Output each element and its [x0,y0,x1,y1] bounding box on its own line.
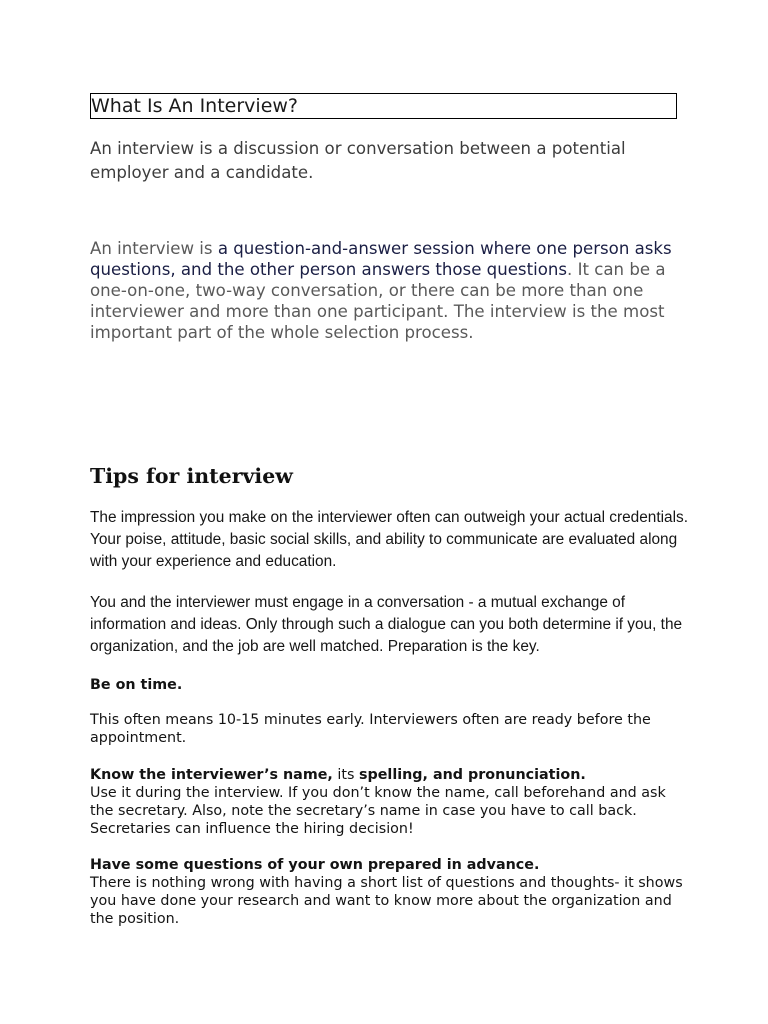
know-name-mid: its [332,767,359,783]
questions-heading: Have some questions of your own prepared in advance. [90,857,540,873]
tips-paragraph-2: You and the interviewer must engage in a conversation - a mutual exchange of information and ideas. Only through such a dialogue can you both determine if you, the organization, and the job are well matched. Preparation is the key. [90,594,683,655]
definition-rest: . It can be a one-on-one, two-way conversation, or there can be more than one interviewer and more than one participant. The interview is the most important part of the whole selection process. [90,260,666,342]
know-name-bold-2: spelling, and pronunciation. [358,767,586,783]
title-box [90,93,677,119]
intro-paragraph: An interview is a discussion or conversation between a potential employer and a candidate. [90,139,626,182]
tips-heading: Tips for interview [90,464,293,488]
know-name-heading [90,766,690,784]
on-time-text: This often means 10-15 minutes early. Interviewers often are ready before the appointment. [90,712,651,747]
definition-lead: An interview is [90,239,218,258]
know-name-bold-1: Know the interviewer’s name, [90,767,333,783]
page-title: What Is An Interview? [91,95,299,117]
tips-paragraph-1: The impression you make on the interviewer often can outweigh your actual credentials. Your poise, attitude, basic social skills, and ability to communicate are evaluated along with your experience and education. [90,509,688,570]
know-name-text: Use it during the interview. If you don’t know the name, call beforehand and ask the secretary. Also, note the secretary’s name in case you have to call back. Secretaries can influence the hiring decision! [90,785,666,838]
questions-text: There is nothing wrong with having a short list of questions and thoughts- it shows you have done your research and want to know more about the organization and the position. [90,875,683,928]
definition-highlight: a question-and-answer session where one person asks questions, and the other person answers those questions [90,239,672,279]
definition-paragraph [90,238,690,343]
on-time-heading: Be on time. [90,677,183,693]
